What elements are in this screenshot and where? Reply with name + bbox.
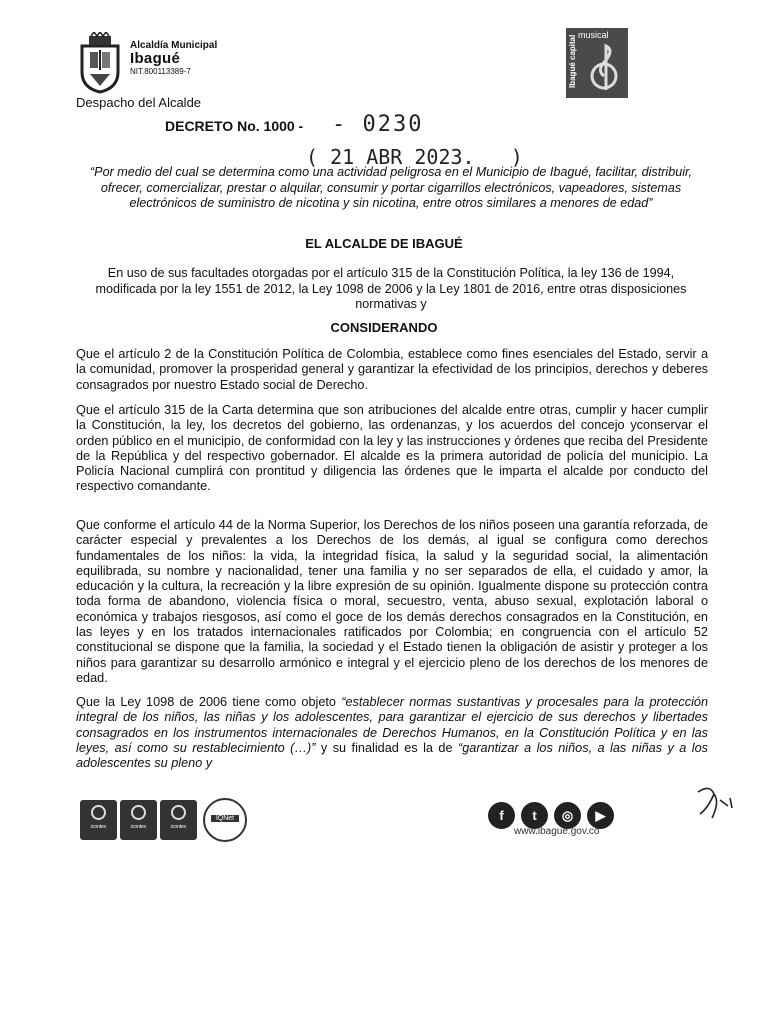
icontec-cert-logo xyxy=(80,800,117,840)
cert-label: icontec xyxy=(90,824,107,830)
music-logo-vertical-text: Ibagué capital xyxy=(568,34,577,88)
twitter-icon[interactable]: t xyxy=(521,802,548,829)
music-logo-top-text: musical xyxy=(578,30,609,40)
paragraph-4-quote-1: “establecer normas sustantivas y procesales para la protección integral de los niños, las niñas y los adolescentes, para garantizar el ejercicio de sus derechos y libertades consagrados en los instrumentos internacionales de Derechos Humanos, en la Constitución Política y en las leyes, así como su restablecimiento (…)” xyxy=(76,695,708,755)
paragraph-1: Que el artículo 2 de la Constitución Política de Colombia, establece como fines esenciales del Estado, servir a la comunidad, promover la prosperidad general y garantizar la efectividad de los principios, derechos y deberes consagrados por nuestro Estado social de Derecho. xyxy=(76,347,708,392)
icontec-cert-logo xyxy=(160,800,197,840)
paragraph-3: Que conforme el artículo 44 de la Norma Superior, los Derechos de los niños poseen una garantía reforzada, de carácter especial y prevalentes a los Derechos de los demás, al igual se configura como derechos fundamentales de los niños: la vida, la integridad física, la salud y la seguridad social, la alimentación equilibrada, su nombre y nacionalidad, tener una familia y no ser separados de ella, el cuidado y amor, la educación y la cultura, la recreación y la libre expresión de su opinión. Igualmente dispone su protección contra toda forma de abandono, violencia física o moral, secuestro, venta, abuso sexual, explotación laboral o económica y trabajos riesgosos, así como el goce de los demás derechos consagrados en la Constitución, en las leyes y en los tratados internacionales ratificados por Colombia; en congruencia con el artículo 52 constitucional se dispone que la familia, la sociedad y el Estado tienen la obligación de asistir y proteger a los niños para garantizar su desarrollo armónico e integral y el ejercicio pleno de los derechos de los menores de edad. xyxy=(76,518,708,685)
decree-number: - 0230 xyxy=(332,112,424,137)
music-capital-logo xyxy=(566,28,628,98)
cert-label: icontec xyxy=(170,824,187,830)
considerando-heading: CONSIDERANDO xyxy=(330,320,438,335)
decree-date: ( 21 ABR 2023. ) xyxy=(306,145,523,169)
cert-label: icontec xyxy=(130,824,147,830)
iqnet-label: IQNet xyxy=(211,815,239,822)
certification-logos xyxy=(80,800,247,842)
coat-of-arms-icon xyxy=(76,32,124,94)
decree-subject: “Por medio del cual se determina como una actividad peligrosa en el Municipio de Ibagué, facilitar, distribuir, ofrecer, comercializar, prestar o alquilar, consumir y portar cigarrillos electrónicos, vapeadores, sistemas electrónicos de suministro de nicotina y sin nicotina, entre otros similares a menores de edad” xyxy=(89,165,693,210)
social-links xyxy=(488,802,614,829)
iqnet-logo xyxy=(203,798,247,842)
youtube-icon[interactable]: ▶ xyxy=(587,802,614,829)
facebook-icon[interactable]: f xyxy=(488,802,515,829)
org-title: Ibagué xyxy=(130,50,181,67)
instagram-icon[interactable]: ◎ xyxy=(554,802,581,829)
org-line1: Alcaldía Municipal xyxy=(130,40,218,51)
signature-mark xyxy=(690,778,740,828)
facultades-text: En uso de sus facultades otorgadas por el artículo 315 de la Constitución Política, la ley 136 de 1994, modificada por la ley 1551 de 2012, la Ley 1098 de 2006 y la Ley 1801 de 2016, entre otras disposiciones normativas y xyxy=(95,266,687,311)
despacho-label: Despacho del Alcalde xyxy=(76,95,202,110)
paragraph-2: Que el artículo 315 de la Carta determina que son atribuciones del alcalde entre otras, cumplir y hacer cumplir la Constitución, la ley, los decretos del gobierno, las ordenanzas, y los acuerdos del concejo yconservar el orden público en el municipio, de conformidad con la ley y las instrucciones y órdenes que reciba del Presidente de la República y del respectivo gobernador. El alcalde es la primera autoridad de policía del municipio. La Policía Nacional cumplirá con prontitud y diligencia las órdenes que le imparta el alcalde por conducto del respectivo comandante. xyxy=(76,403,708,494)
paragraph-4-part-c: y su finalidad es la de xyxy=(315,740,458,755)
alcalde-heading: EL ALCALDE DE IBAGUÉ xyxy=(305,236,463,251)
org-nit: NIT.800113389-7 xyxy=(130,66,191,76)
paragraph-4 xyxy=(76,695,708,771)
organization-name xyxy=(130,40,217,76)
treble-clef-icon xyxy=(584,40,624,95)
icontec-cert-logo xyxy=(120,800,157,840)
paragraph-4-part-a: Que la Ley 1098 de 2006 tiene como objeto xyxy=(76,695,342,709)
paragraph-4-quote-2: “garantizar a los niños, a las niñas y a los adolescentes su pleno y xyxy=(76,740,708,771)
decree-label: DECRETO No. 1000 - xyxy=(165,118,304,134)
website-link[interactable]: www.ibagué.gov.co xyxy=(514,826,600,837)
